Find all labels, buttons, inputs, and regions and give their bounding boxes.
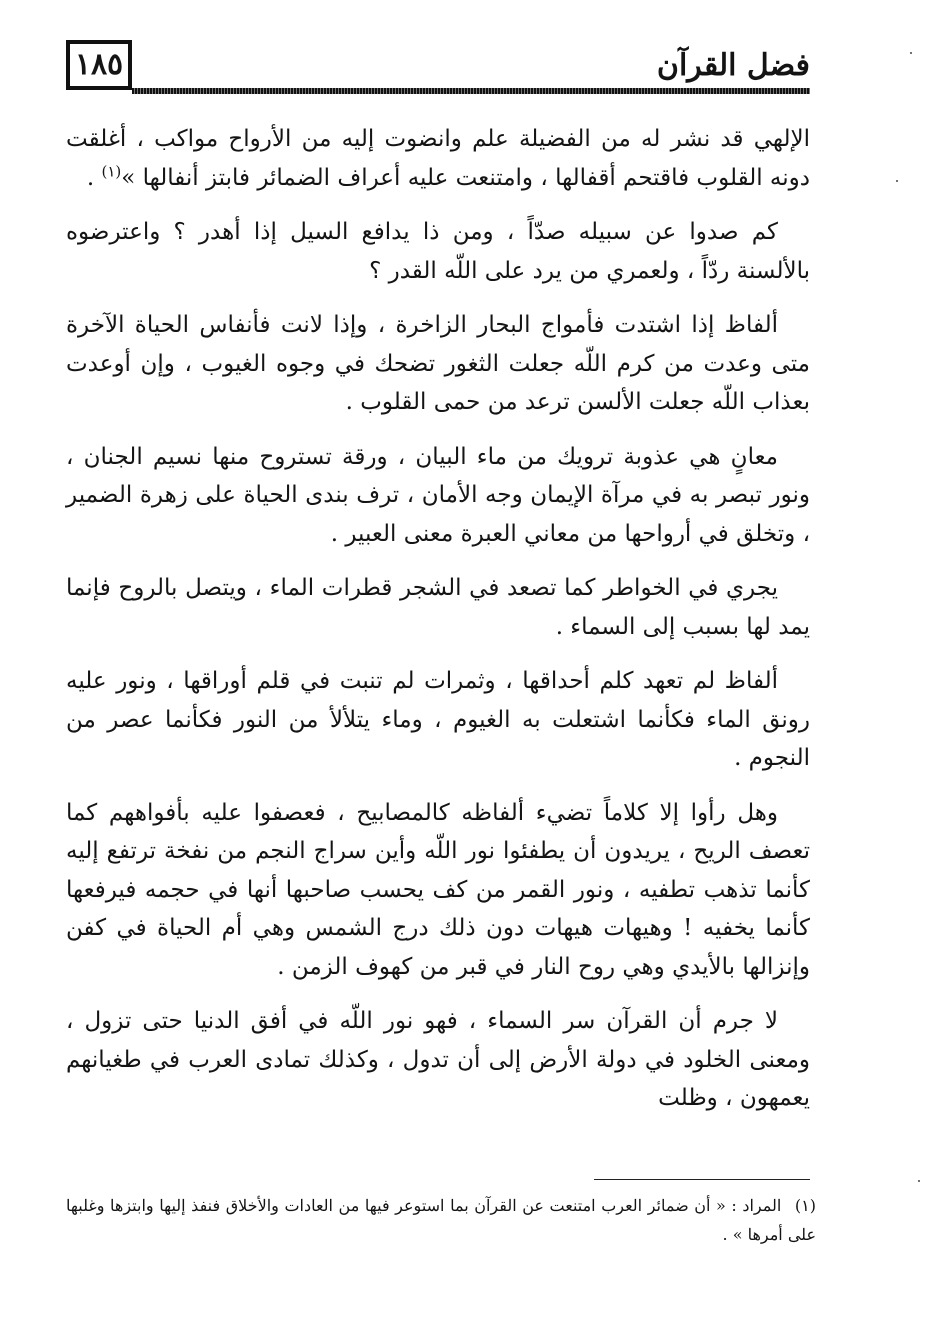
paragraph-8: لا جرم أن القرآن سر السماء ، فهو نور اللّه في أفق الدنيا حتى تزول ، ومعنى الخلود في دولة الأرض إلى أن تدول ، وكذلك تمادى العرب في طغيانهم يعمهون ، وظلت bbox=[66, 1008, 810, 1111]
page-number: ١٨٥ bbox=[66, 40, 132, 90]
footnote-text: المراد : « أن ضمائر العرب امتنعت عن القرآن بما استوعر فيها من العادات والأخلاق فنفذ إليها وابتزها وغلبها على أمرها » . bbox=[66, 1196, 816, 1244]
footnote bbox=[66, 1191, 816, 1249]
paragraph-2: كم صدوا عن سبيله صدّاً ، ومن ذا يدافع السيل إذا أهدر ؟ واعترضوه بالألسنة ردّاً ، ولعمري من يرد على اللّه القدر ؟ bbox=[66, 219, 810, 284]
header-rule bbox=[132, 88, 810, 94]
footnote-separator bbox=[594, 1179, 810, 1180]
scan-speck bbox=[910, 52, 912, 54]
paragraph-5: يجري في الخواطر كما تصعد في الشجر قطرات الماء ، ويتصل بالروح فإنما يمد لها بسبب إلى السماء . bbox=[66, 575, 810, 640]
paragraph-1 bbox=[66, 120, 810, 197]
paragraph-3: ألفاظ إذا اشتدت فأمواج البحار الزاخرة ، وإذا لانت فأنفاس الحياة الآخرة متى وعدت من كرم اللّه جعلت الثغور تضحك في وجوه الغيوب ، وإن أوعدت بعذاب اللّه جعلت الألسن ترعد من حمى القلوب . bbox=[66, 312, 810, 415]
page-header bbox=[66, 40, 810, 98]
scan-speck bbox=[896, 180, 898, 182]
footnote-marker: (١) bbox=[794, 1196, 816, 1215]
paragraph-1-end: . bbox=[86, 164, 102, 191]
paragraph-4: معانٍ هي عذوبة ترويك من ماء البيان ، ورقة تستروح منها نسيم الجنان ، ونور تبصر به في مرآة الإيمان وجه الأمان ، ترف بندى الحياة على زهرة الضمير ، وتخلق في أرواحها من معاني العبرة معنى العبير . bbox=[66, 443, 810, 547]
paragraph-7: وهل رأوا إلا كلاماً تضيء ألفاظه كالمصابيح ، فعصفوا عليه بأفواههم كما تعصف الريح ، يريدون أن يطفئوا نور اللّه وأين سراج النجم من نفخة ترتفع إليه كأنما تذهب تطفيه ، ونور القمر من كف يحسب صاحبها أنها في حجمه فيرفعها كأنما يخفيه ! وهيهات هيهات دون ذلك درج الشمس وهي أم الحياة في كفن وإنزالها بالأيدي وهي روح النار في قبر من كهوف الزمن . bbox=[66, 799, 810, 980]
paragraph-6: ألفاظ لم تعهد كلم أحداقها ، وثمرات لم تنبت في قلم أوراقها ، ونور عليه رونق الماء فكأنما اشتعلت به الغيوم ، وماء يتلألأ من النور فكأنما عصر من النجوم . bbox=[66, 668, 810, 771]
paragraph-1-text: الإلهي قد نشر له من الفضيلة علم وانضوت إليه من الأرواح مواكب ، أغلقت دونه القلوب فاقتحم أقفالها ، وامتنعت عليه أعراف الضمائر فابتز أنفالها » bbox=[66, 126, 810, 191]
footnote-reference: (١) bbox=[101, 161, 122, 180]
running-title: فضل القرآن bbox=[656, 48, 810, 83]
scan-speck bbox=[918, 1180, 920, 1182]
body-text bbox=[66, 120, 810, 1134]
